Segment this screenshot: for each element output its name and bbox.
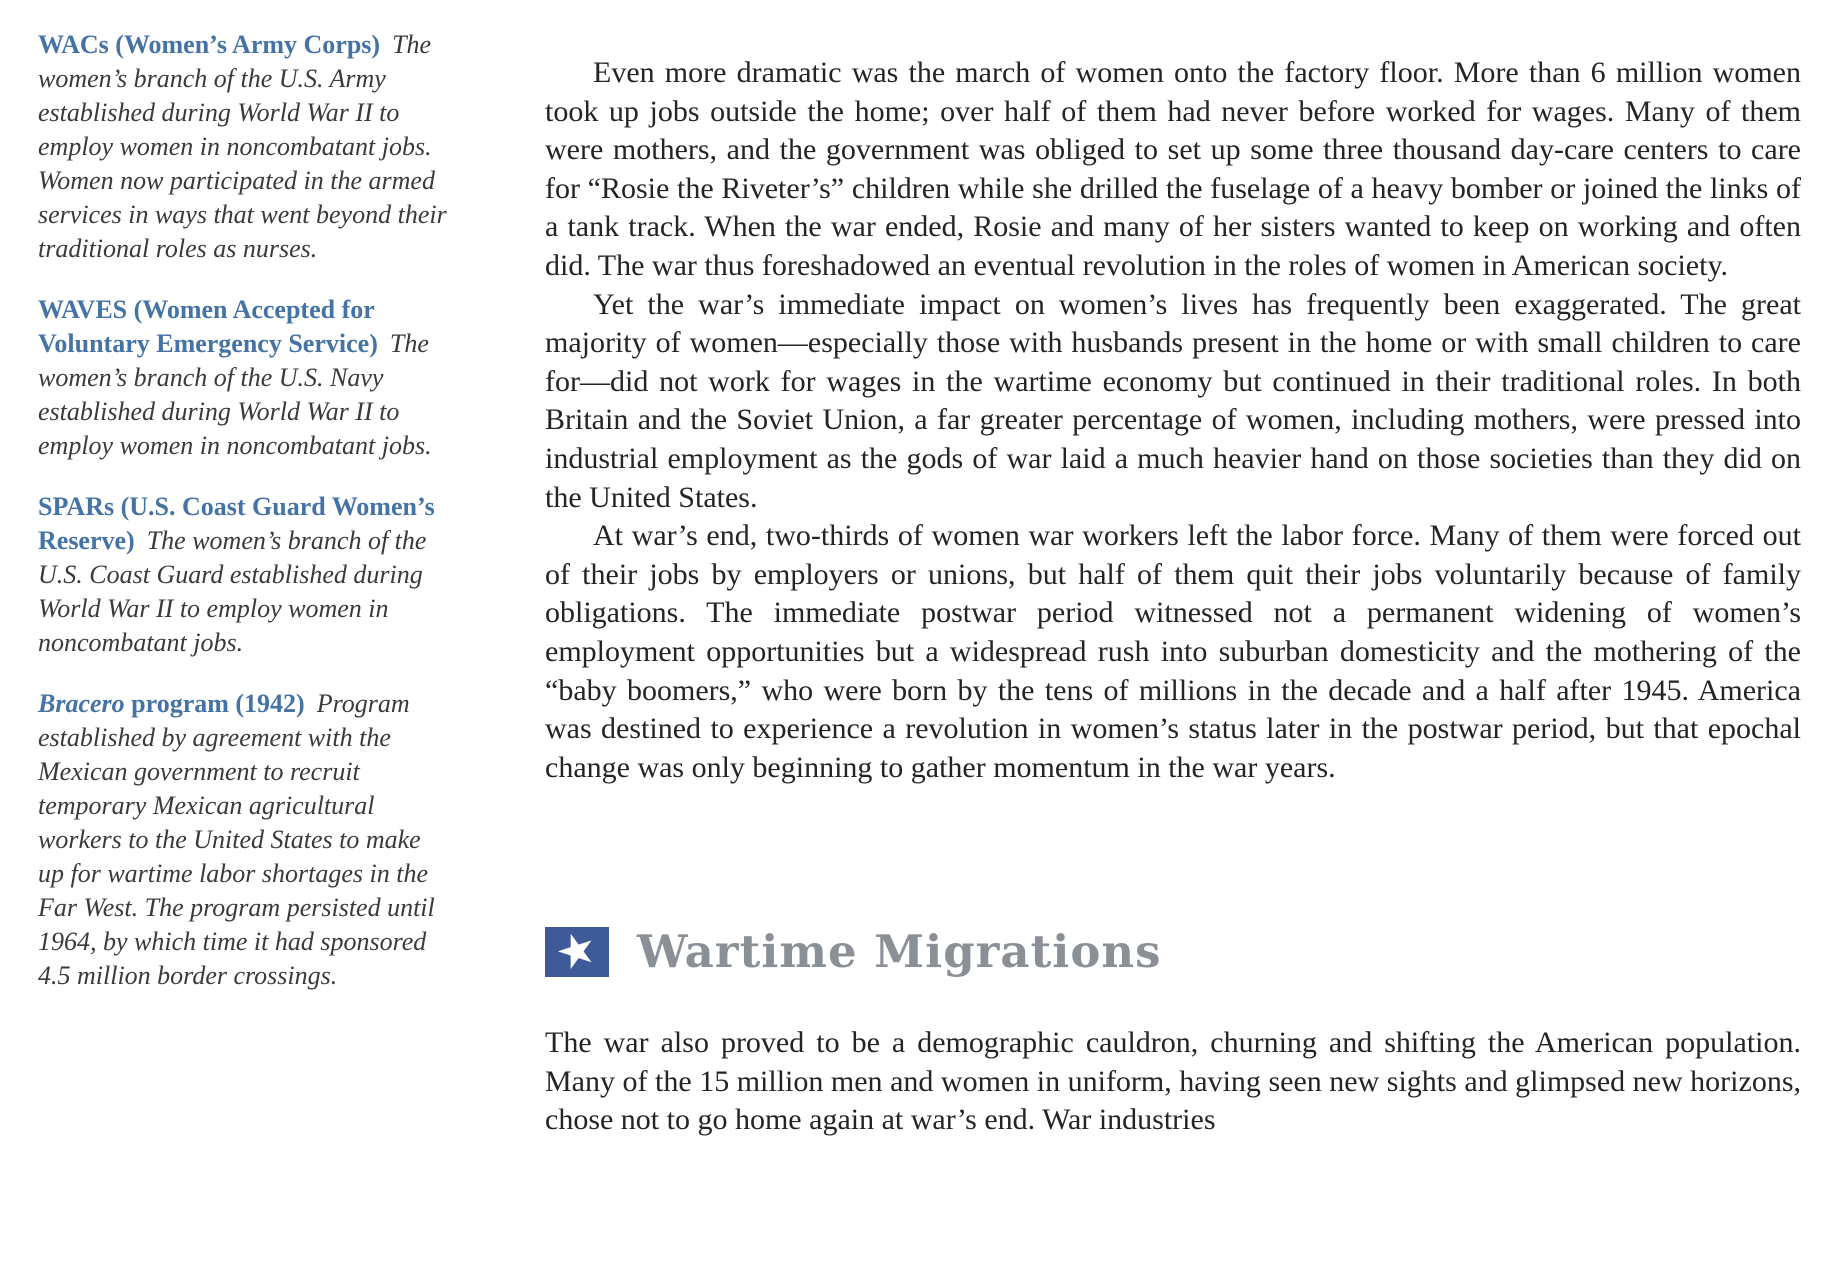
- star-glyph: ★: [548, 917, 605, 982]
- section-paragraph: The war also proved to be a demographic cauldron, churning and shifting the American population. Many of the 15 million men and women in uniform, having seen new sights and glimpsed new horizons, chose not to go home again at war’s end. War industries: [545, 1026, 1801, 1137]
- body-paragraph: At war’s end, two-thirds of women war workers left the labor force. Many of them were forced out of their jobs by employers or unions, but half of them quit their jobs voluntarily because of family obligations. The immediate postwar period witnessed not a permanent widening of women’s employment opportunities but a widespread rush into suburban domesticity and the mothering of the “baby boomers,” who were born by the tens of millions in the decade and a half after 1945. America was destined to experience a revolution in women’s status later in the postwar period, but that epochal change was only beginning to gather momentum in the war years.: [545, 519, 1801, 784]
- glossary-entry-spars: [38, 490, 452, 660]
- glossary-sidebar: [38, 28, 452, 1020]
- glossary-term: SPARs (U.S. Coast Guard Women’s Reserve): [38, 492, 435, 555]
- body-paragraph: Yet the war’s immediate impact on women’s lives has frequently been exaggerated. The great majority of women—especially those with husbands present in the home or with small children to care for—did not work for wages in the wartime economy but continued in their traditional roles. In both Britain and the Soviet Union, a far greater percentage of women, including mothers, were pressed into industrial employment as the gods of war laid a much heavier hand on those societies than they did on the United States.: [545, 287, 1801, 514]
- glossary-definition: The women’s branch of the U.S. Navy established during World War II to employ women in noncombatant jobs.: [38, 329, 432, 460]
- glossary-term: WAVES (Women Accepted for Voluntary Emergency Service): [38, 295, 378, 358]
- star-icon: [545, 917, 609, 982]
- glossary-term: WACs (Women’s Army Corps): [38, 30, 381, 59]
- glossary-definition: Program established by agreement with the Mexican government to recruit temporary Mexican agricultural workers to the United States to make up for wartime labor shortages in the Far West. The program persisted until 1964, by which time it had sponsored 4.5 million border crossings.: [38, 689, 435, 990]
- glossary-entry-bracero: [38, 687, 452, 993]
- glossary-entry-wacs: [38, 28, 452, 266]
- glossary-definition: The women’s branch of the U.S. Coast Guard established during World War II to employ women in noncombatant jobs.: [38, 526, 427, 657]
- glossary-definition: The women’s branch of the U.S. Army established during World War II to employ women in noncombatant jobs. Women now participated in the armed services in ways that went beyond their traditional roles as nurses.: [38, 30, 447, 263]
- glossary-term: program (1942): [124, 689, 305, 718]
- glossary-entry-waves: [38, 293, 452, 463]
- section-heading-text: Wartime Migrations: [637, 925, 1162, 979]
- glossary-term-italic: Bracero: [38, 689, 125, 718]
- body-paragraph: Even more dramatic was the march of women onto the factory floor. More than 6 million women took up jobs outside the home; over half of them had never before worked for wages. Many of them were mothers, and the government was obliged to set up some three thousand day-care centers to care for “Rosie the Riveter’s” children while she drilled the fuselage of a heavy bomber or joined the links of a tank track. When the war ended, Rosie and many of her sisters wanted to keep on working and often did. The war thus foreshadowed an eventual revolution in the roles of women in American society.: [545, 56, 1801, 282]
- section-heading: [545, 917, 1801, 982]
- main-text-column: [545, 40, 1801, 1140]
